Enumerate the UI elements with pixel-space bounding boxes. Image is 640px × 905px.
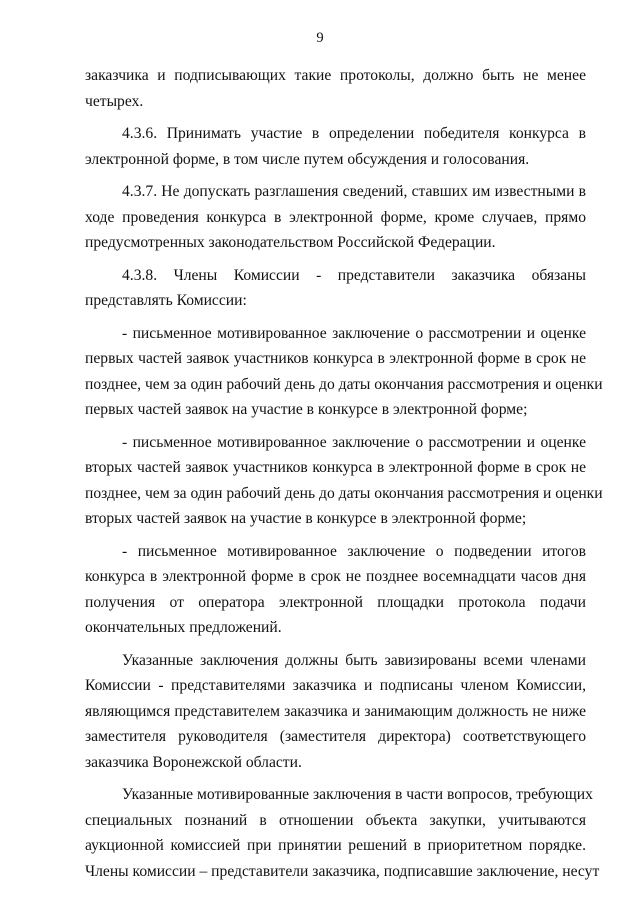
page-number: 9: [316, 30, 324, 46]
text-line: - письменное мотивированное заключение о рассмотрении и оценке: [122, 433, 586, 451]
text-line: конкурса в электронной форме в срок не позднее восемнадцати часов дня: [85, 568, 586, 585]
paragraph: [85, 782, 600, 884]
text-line: первых частей заявок участников конкурса в электронной форме в срок не: [85, 350, 586, 367]
document-body: [85, 63, 603, 891]
text-line: электронной форме, в том числе путем обсуждения и голосования.: [85, 150, 530, 168]
text-line: вторых частей заявок участников конкурса в электронной форме в срок не: [85, 459, 586, 476]
text-line: представлять Комиссии:: [85, 292, 247, 309]
text-line: Комиссии - представителями заказчика и подписаны членом Комиссии,: [85, 677, 586, 694]
paragraph: [85, 321, 603, 423]
text-line: четырех.: [85, 92, 144, 110]
text-line: специальных познаний в отношении объекта закупки, учитываются: [85, 811, 586, 829]
paragraph: [85, 179, 586, 256]
paragraph: [85, 648, 586, 776]
paragraph: [85, 539, 586, 641]
text-line: Указанные мотивированные заключения в части вопросов, требующих: [122, 786, 593, 803]
text-line: предусмотренных законодательством Российской Федерации.: [85, 234, 496, 251]
text-line: получения от оператора электронной площадки протокола подачи: [85, 593, 586, 611]
paragraph: [85, 63, 586, 114]
text-line: окончательных предложений.: [85, 619, 282, 636]
text-line: - письменное мотивированное заключение о подведении итогов: [122, 542, 586, 560]
paragraph: [85, 430, 603, 532]
text-line: позднее, чем за один рабочий день до даты окончания рассмотрения и оценки: [85, 375, 603, 393]
text-line: аукционной комиссией при принятии решений в приоритетном порядке.: [85, 837, 586, 854]
text-line: заместителя руководителя (заместителя директора) соответствующего: [85, 728, 586, 745]
text-line: позднее, чем за один рабочий день до даты окончания рассмотрения и оценки: [85, 484, 603, 502]
text-line: 4.3.7. Не допускать разглашения сведений, ставших им известными в: [122, 183, 586, 200]
text-line: первых частей заявок на участие в конкурсе в электронной форме;: [85, 401, 528, 418]
text-line: заказчика Воронежской области.: [85, 753, 302, 771]
text-line: - письменное мотивированное заключение о рассмотрении и оценке: [122, 324, 586, 342]
text-line: Члены комиссии – представители заказчика, подписавшие заключение, несут: [85, 862, 600, 880]
paragraph: [85, 121, 586, 172]
paragraph: [85, 263, 586, 314]
text-line: Указанные заключения должны быть завизированы всеми членами: [122, 651, 586, 669]
text-line: 4.3.8. Члены Комиссии - представители заказчика обязаны: [122, 266, 586, 284]
text-line: ходе проведения конкурса в электронной форме, кроме случаев, прямо: [85, 208, 586, 226]
text-line: являющимся представителем заказчика и занимающим должность не ниже: [85, 702, 586, 720]
text-line: заказчика и подписывающих такие протоколы, должно быть не менее: [85, 67, 586, 84]
text-line: 4.3.6. Принимать участие в определении победителя конкурса в: [122, 125, 586, 142]
text-line: вторых частей заявок на участие в конкурсе в электронной форме;: [85, 510, 527, 527]
